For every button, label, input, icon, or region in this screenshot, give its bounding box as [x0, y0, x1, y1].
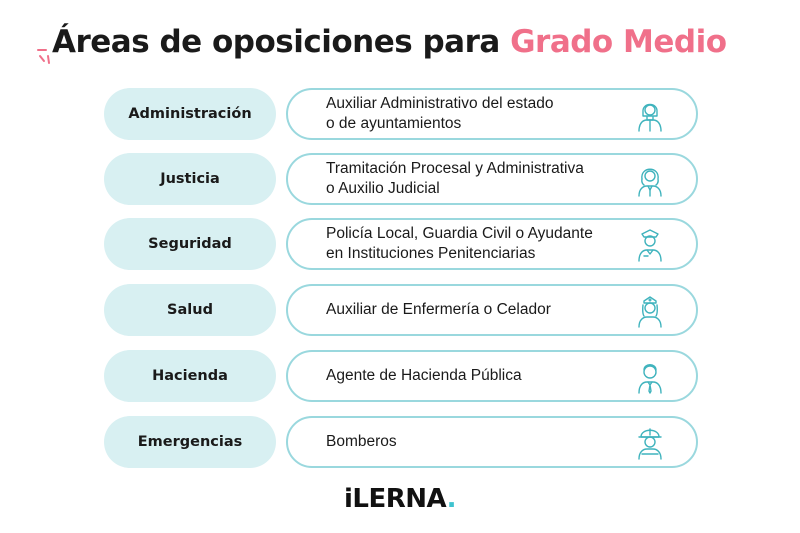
page-title [52, 14, 772, 70]
description-line-1: Auxiliar Administrativo del estado [326, 95, 554, 112]
description-box [286, 416, 698, 468]
title-accent: Grado Medio [510, 24, 727, 60]
area-row-hacienda [104, 350, 698, 402]
category-pill: Emergencias [104, 416, 276, 468]
tax-agent-icon [632, 358, 668, 394]
area-row-seguridad [104, 218, 698, 270]
police-officer-icon [632, 226, 668, 262]
category-pill: Administración [104, 88, 276, 140]
area-row-emergencias [104, 416, 698, 468]
description-line-2: en Instituciones Penitenciarias [326, 245, 536, 262]
description-box [286, 284, 698, 336]
judge-icon [632, 161, 668, 197]
description-box [286, 350, 698, 402]
area-row-justicia [104, 153, 698, 205]
description-line-1: Auxiliar de Enfermería o Celador [326, 301, 551, 318]
description-box [286, 218, 698, 270]
description-line-2: o de ayuntamientos [326, 115, 462, 132]
ilerna-logo [0, 484, 800, 514]
category-pill: Hacienda [104, 350, 276, 402]
description-box [286, 88, 698, 140]
nurse-icon [632, 292, 668, 328]
description-line-1: Bomberos [326, 433, 397, 450]
category-pill: Salud [104, 284, 276, 336]
description-box [286, 153, 698, 205]
firefighter-icon [632, 424, 668, 460]
office-woman-icon [632, 96, 668, 132]
description-line-1: Agente de Hacienda Pública [326, 367, 522, 384]
logo-dot: . [446, 484, 456, 514]
logo-text: iLERNA [343, 484, 447, 514]
area-row-salud [104, 284, 698, 336]
category-pill: Justicia [104, 153, 276, 205]
description-line-1: Tramitación Procesal y Administrativa [326, 160, 584, 177]
area-row-administracion [104, 88, 698, 140]
title-main: Áreas de oposiciones para [52, 24, 511, 60]
category-pill: Seguridad [104, 218, 276, 270]
description-line-1: Policía Local, Guardia Civil o Ayudante [326, 225, 593, 242]
description-line-2: o Auxilio Judicial [326, 180, 440, 197]
